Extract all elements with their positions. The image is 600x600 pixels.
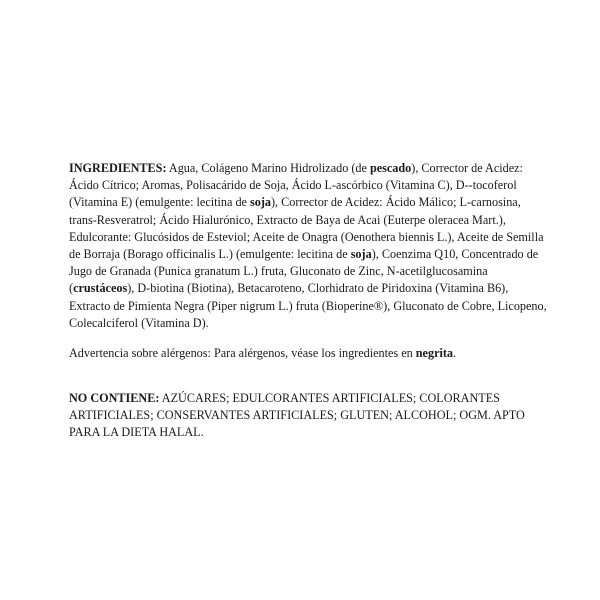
allergen-crustaceans: crustáceos — [73, 281, 128, 296]
free-from-paragraph — [69, 390, 551, 442]
ingredients-text-part: ), Coenzima Q10, Concentrado de Jugo de Granada (Punica granatum L.) fruta, Gluconato de Zinc, N-acetilglucosamina ( — [69, 247, 539, 296]
allergen-warning-bold-word: negrita — [415, 346, 454, 360]
allergen-warning — [69, 345, 551, 362]
allergen-fish: pescado — [369, 161, 412, 175]
allergen-warning-end: . — [453, 346, 457, 360]
ingredients-text-part: ), Corrector de Acidez: Ácido Málico; L-carnosina, trans-Resveratrol; Ácido Hialurónico, Extracto de Baya de Acai (Euterpe oleracea Mart.), Edulcorante: Glucósidos de Esteviol; Aceite de Onagra (Oenothera biennis L.), Aceite de Semilla de Borraja (Borago officinalis L.) (emulgente: lecitina de — [69, 195, 544, 262]
allergen-warning-text: Advertencia sobre alérgenos: Para alérgenos, véase los ingredientes en — [69, 346, 416, 360]
free-from-heading: NO CONTIENE: — [69, 391, 160, 405]
ingredients-text-part: ), Corrector de Acidez: Ácido Cítrico; Aromas, Polisacárido de Soja, Ácido L-ascórbico (Vitamina C), D--tocoferol (Vitamina E) (emulgente: lecitina de — [69, 161, 523, 210]
free-from-text: AZÚCARES; EDULCORANTES ARTIFICIALES; COLORANTES ARTIFICIALES; CONSERVANTES ARTIFICIALES; GLUTEN; ALCOHOL; OGM. APTO PARA LA DIETA HALAL. — [69, 391, 525, 440]
ingredients-paragraph — [69, 160, 551, 332]
allergen-soy: soja — [250, 195, 271, 210]
allergen-soy: soja — [350, 247, 372, 262]
ingredients-text-part: ), D-biotina (Biotina), Betacaroteno, Clorhidrato de Piridoxina (Vitamina B6), Extracto de Pimienta Negra (Piper nigrum L.) fruta (Bioperine®), Gluconato de Cobre, Licopeno, Colecalciferol (Vitamina D). — [69, 281, 547, 330]
ingredients-heading: INGREDIENTES: — [69, 161, 167, 175]
ingredients-text-part: Agua, Colágeno Marino Hidrolizado (de — [166, 161, 370, 175]
